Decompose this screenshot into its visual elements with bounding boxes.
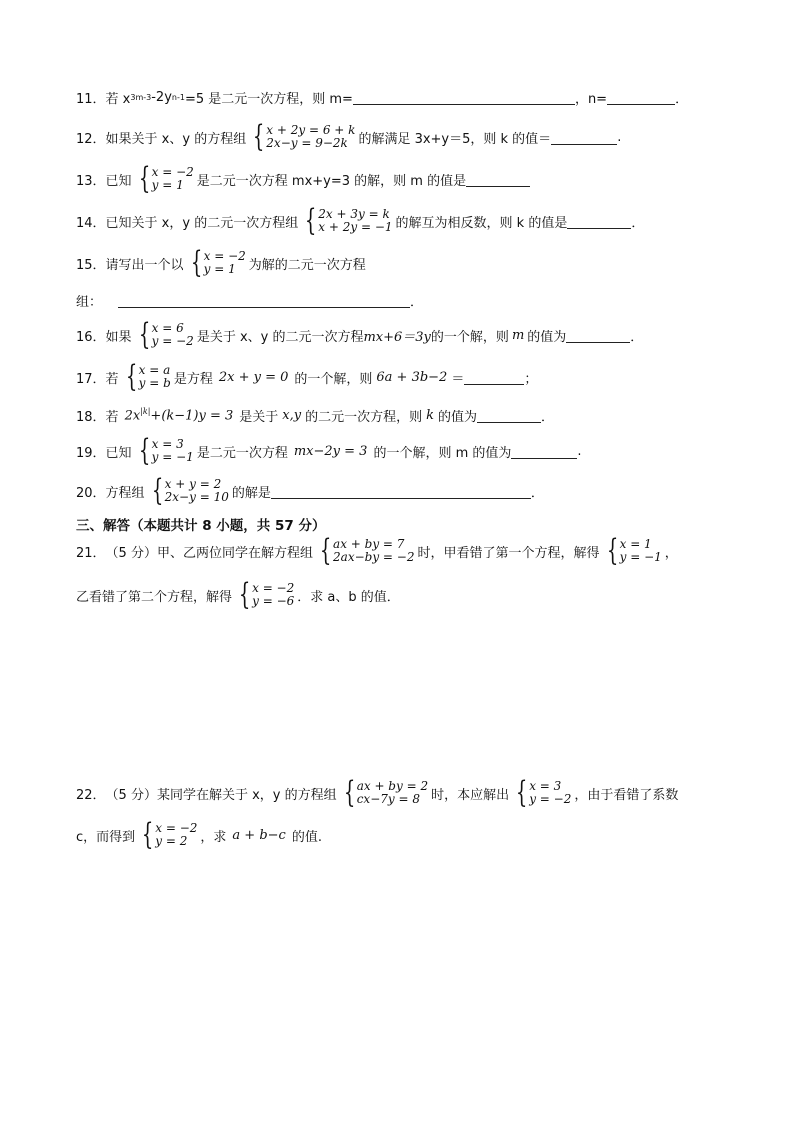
equation-system: { x = 3 y = −1 bbox=[138, 433, 194, 468]
answer-blank[interactable] bbox=[511, 444, 577, 459]
question-22-continued: c，而得到 { x = −2 y = 2 ，求 a + b−c 的值. bbox=[76, 817, 322, 852]
answer-blank[interactable] bbox=[464, 370, 524, 385]
question-17: 17． 若 { x = a y = b 是方程 2x + y = 0 的一个解，则 6a + 3b−2 ＝ ； bbox=[76, 359, 538, 394]
question-20: 20． 方程组 { x + y = 2 2x−y = 10 的解是 ． bbox=[76, 473, 544, 508]
equation-system: { 2x + 3y = k x + 2y = −1 bbox=[305, 203, 393, 238]
equation-system: { x = a y = b bbox=[125, 359, 171, 394]
answer-blank[interactable] bbox=[566, 328, 630, 343]
answer-blank[interactable] bbox=[607, 90, 675, 105]
solution-system: { x = −2 y = −6 bbox=[238, 577, 295, 612]
question-14: 14． 已知关于 x，y 的二元一次方程组 { 2x + 3y = k x + 2y = −1 的解互为相反数，则 k 的值是 ． bbox=[76, 203, 645, 238]
question-12: 12． 如果关于 x、y 的方程组 { x + 2y = 6 + k 2x−y = 9−2k 的解满足 3x+y＝5，则 k 的值＝ . bbox=[76, 119, 622, 154]
question-15: 15． 请写出一个以 { x = −2 y = 1 为解的二元一次方程 bbox=[76, 245, 366, 280]
answer-blank[interactable] bbox=[118, 293, 410, 308]
equation-system: { ax + by = 7 2ax−by = −2 bbox=[319, 533, 415, 568]
equation-system: { x + y = 2 2x−y = 10 bbox=[151, 473, 229, 508]
question-16: 16． 如果 { x = 6 y = −2 是关于 x、y 的二元一次方程 mx+6＝3y 的一个解，则 m 的值为 ． bbox=[76, 317, 644, 352]
solution-system: { x = 1 y = −1 bbox=[606, 533, 662, 568]
answer-blank[interactable] bbox=[551, 130, 617, 145]
question-13: 13． 已知 { x = −2 y = 1 是二元一次方程 mx+y=3 的解，则 m 的值是 bbox=[76, 164, 530, 194]
equation-system: { ax + by = 2 cx−7y = 8 bbox=[343, 775, 429, 810]
equation-system: { x = −2 y = 1 bbox=[190, 245, 246, 280]
question-21: 21． （5 分）甲、乙两位同学在解方程组 { ax + by = 7 2ax−by = −2 时，甲看错了第一个方程，解得 { x = 1 y = −1 ， bbox=[76, 533, 678, 568]
answer-blank[interactable] bbox=[271, 484, 531, 499]
solution-system: { x = −2 y = 2 bbox=[141, 817, 198, 852]
question-15-continued: 组： ． bbox=[76, 294, 424, 310]
section-heading: 三、解答（本题共计 8 小题，共 57 分） bbox=[76, 518, 326, 534]
answer-blank[interactable] bbox=[567, 214, 631, 229]
solution-system: { x = 3 y = −2 bbox=[515, 775, 572, 810]
equation-system: { x + 2y = 6 + k 2x−y = 9−2k bbox=[253, 119, 356, 154]
answer-blank[interactable] bbox=[477, 408, 541, 423]
question-22: 22． （5 分）某同学在解关于 x，y 的方程组 { ax + by = 2 cx−7y = 8 时，本应解出 { x = 3 y = −2 ，由于看错了系数 bbox=[76, 775, 679, 810]
answer-blank[interactable] bbox=[353, 90, 575, 105]
question-18: 18． 若 $2x^{|k|}+(k-1)y = 3$ 是关于 x,y 的二元一次方程，则 k 的值为 ． bbox=[76, 406, 555, 425]
equation-system: { x = −2 y = 1 bbox=[138, 161, 194, 196]
question-19: 19． 已知 { x = 3 y = −1 是二元一次方程 mx−2y = 3 的一个解，则 m 的值为 . bbox=[76, 433, 582, 468]
question-11: 11． 若 x 3m-3 -2y n-1 =5 是二元一次方程，则 m= ，n= ． bbox=[76, 89, 689, 107]
answer-blank[interactable] bbox=[466, 172, 530, 187]
question-21-continued: 乙看错了第二个方程，解得 { x = −2 y = −6 ．求 a、b 的值． bbox=[76, 577, 400, 612]
equation-system: { x = 6 y = −2 bbox=[138, 317, 194, 352]
